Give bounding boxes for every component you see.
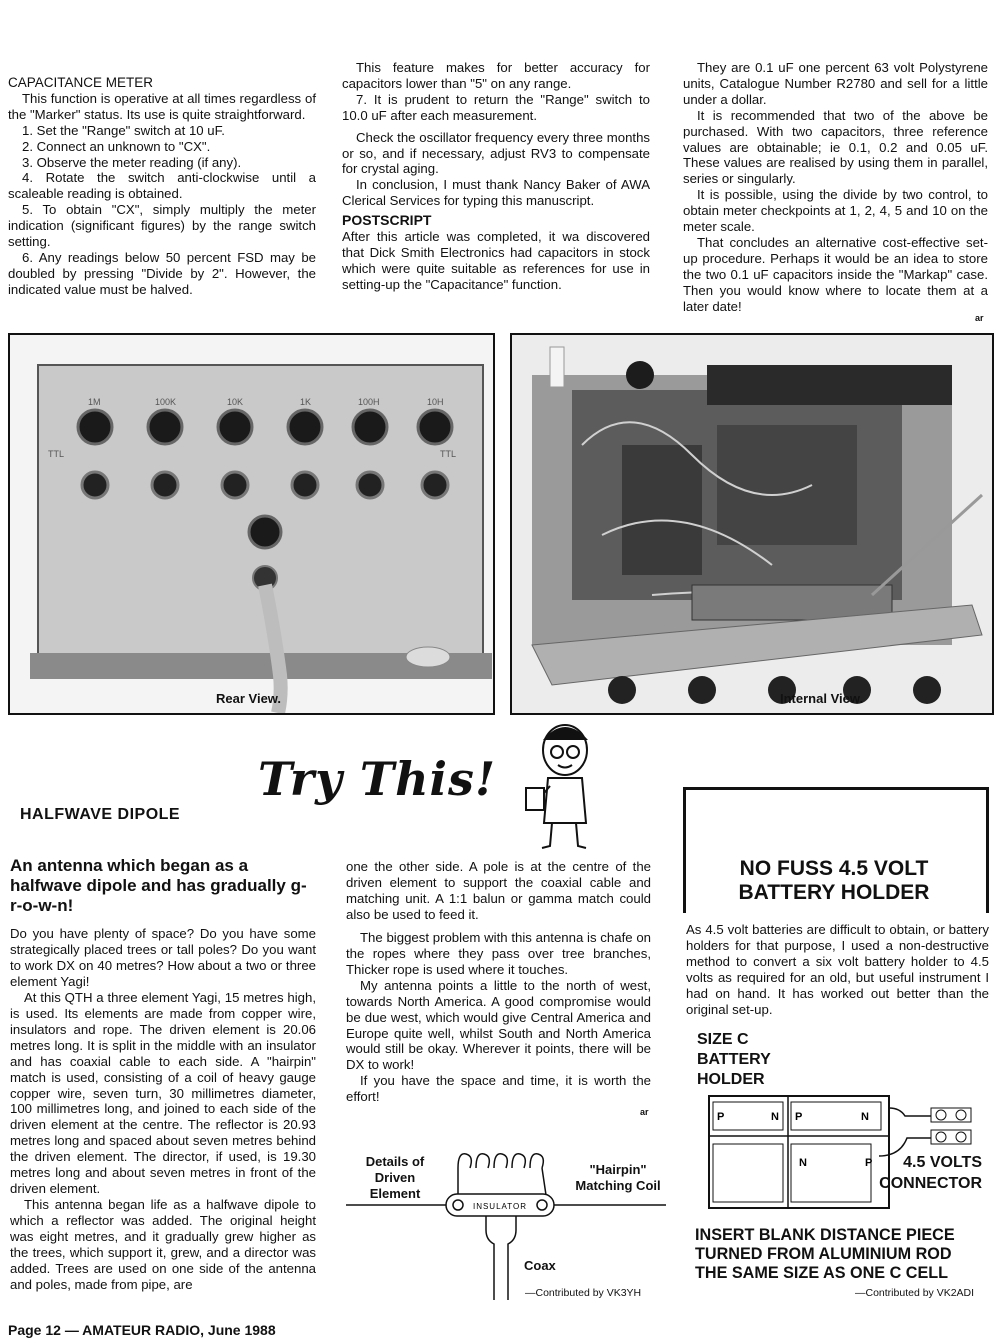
try-this-title: Try This! [258,752,497,806]
diagram-right-label: "Hairpin" Matching Coil [575,1162,661,1193]
end-mark: ar [975,313,984,323]
step-5: 5. To obtain "CX", simply multiply the meter indication (significant figures) by the range switch setting. [8,202,316,250]
halfwave-dipole-section: HALFWAVE DIPOLE [20,806,181,823]
battery-body: As 4.5 volt batteries are difficult to obtain, or battery holders for that purpose, I used a non-destructive method to convert a six volt battery holder to 4.5 volts as required for an old, but useful instrument I had on hand. It has worked out better than the original set-up. [686,922,989,1017]
recommendation-paragraph: It is recommended that two of the above be purchased. With two capacitors, three reference values are obtainable; ie 0.1, 0.2 and 0.05 uF. These values are realised by using them in parallel, series or singularly. [683,107,988,187]
dipole-paragraph-3: This antenna began life as a halfwave dipole to which a reflector was added. The original height was eight metres, and it gradually grew higher as the trees, which support it, grew, and a director was added. Trees are used on one side of the antenna and poles, made from pipe, are [10,1197,316,1292]
diagram-left-label: Details of Driven Element [365,1154,425,1201]
insulator-label: INSULATOR [472,1202,528,1211]
panel-label-100h: 100H [358,397,380,407]
cell-label-4: N [861,1111,869,1123]
dipole-paragraph-7: If you have the space and time, it is worth the effort! [346,1073,651,1105]
dipole-paragraph-2: At this QTH a three element Yagi, 15 metres high, is used. Its elements are made from copper wire, insulators and rope. The driven element is 20.06 metres long. It is split in the middle with an insulator and has coaxial cable to each side. A "hairpin" match is used, consisting of a coil of heavy gauge copper wire, seven turn, 30 millimetres diameter, 100 millimetres long, and joined to each side of the driven element at the centre. The reflector is 20.93 metres long and spaced about seven metres behind the driven element. The director, if used, is 19.30 metres long and about seven metres in front of the driven element. [10,989,316,1197]
battery-title: NO FUSS 4.5 VOLT BATTERY HOLDER [738,857,930,904]
driven-element-diagram [346,1140,666,1300]
capacitance-meter-heading: CAPACITANCE METER [8,75,154,90]
dipole-contributor: —Contributed by VK3YH [525,1287,642,1299]
panel-label-10k: 10K [227,397,244,407]
step-3: 3. Observe the meter reading (if any). [22,154,242,170]
dipole-paragraph-4: one the other side. A pole is at the centre of the driven element to support the coaxial cable and matching unit. A 1:1 balun or gamma match could also be used to feed it. [346,859,651,922]
dipole-paragraph-5: The biggest problem with this antenna is chafe on the ropes where they pass over tree branches, Thicker rope is used where it touches. [346,929,651,977]
dipole-paragraph-1: Do you have plenty of space? Do you have some strategically placed trees or tall poles? Do you want to work DX on 40 metres? How about a two or three element Yagi! [10,926,316,989]
dipole-column-2 [346,859,651,1105]
panel-label-1m: 1M [88,397,101,407]
step-6: 6. Any readings below 50 percent FSD may be doubled by pressing "Divide by 2". However, the indicated value must be halved. [8,249,316,297]
battery-holder-diagram [695,1086,995,1216]
internal-view-photo [510,333,994,715]
oscillator-paragraph: Check the oscillator frequency every three months or so, and if necessary, adjust RV3 to compensate for crystal aging. [342,129,650,177]
step-2: 2. Connect an unknown to "CX". [22,138,211,154]
postscript-heading: POSTSCRIPT [342,212,432,229]
capacitance-meter-column [8,75,316,298]
battery-contributor: —Contributed by VK2ADI [855,1287,975,1299]
connector-label: 4.5 VOLTS CONNECTOR [879,1154,982,1192]
dipole-column-1 [10,856,316,1293]
internal-view-image [512,335,992,713]
postscript-column [342,60,650,293]
cell-label-2: N [771,1111,779,1123]
capacitance-intro: This function is operative at all times regardless of the "Marker" status. Its use is quite straightforward. [8,90,316,122]
battery-body-column [686,922,989,1017]
diagram-coax-label: Coax [524,1258,556,1273]
cell-label-5: N [799,1157,807,1169]
step-1: 1. Set the "Range" switch at 10 uF. [22,122,225,138]
dipole-end-mark: ar [640,1107,649,1117]
cell-label-6: P [865,1157,873,1169]
panel-label-ttl-left: TTL [48,449,65,459]
step-7: 7. It is prudent to return the "Range" switch to 10.0 uF after each measurement. [342,91,650,123]
divide-paragraph: It is possible, using the divide by two control, to obtain meter checkpoints at 1, 2, 4, 5 and 10 on the meter scale. [683,187,988,235]
panel-label-100k: 100K [155,397,177,407]
panel-label-10h: 10H [427,397,444,407]
internal-view-caption: Internal View. [780,691,864,706]
rear-view-caption: Rear View. [216,691,282,706]
conclusion-paragraph: That concludes an alternative cost-effective set-up procedure. Perhaps it would be an idea to store the two 0.1 uF capacitors inside the "Markap" case. Then you would know where to locate them at a later date! [683,234,988,314]
battery-instruction: INSERT BLANK DISTANCE PIECE TURNED FROM ALUMINIUM ROD THE SAME SIZE AS ONE C CELL [695,1226,955,1282]
cell-label-1: P [717,1111,725,1123]
cartoon-professor-illustration [520,718,605,853]
dipole-headline: An antenna which began as a halfwave dipole and has gradually g-r-o-w-n! [10,856,307,915]
rear-view-photo [8,333,495,715]
cell-label-3: P [795,1111,803,1123]
capacitor-spec-paragraph: They are 0.1 uF one percent 63 volt Polystyrene units, Catalogue Number R2780 and sell for a little under a dollar. [683,60,988,107]
thanks-paragraph: In conclusion, I must thank Nancy Baker of AWA Clerical Services for typing this manuscript. [342,177,650,209]
panel-label-1k: 1K [300,397,312,407]
panel-label-ttl-right: TTL [440,449,457,459]
reference-capacitor-column [683,60,988,315]
page-footer: Page 12 — AMATEUR RADIO, June 1988 [8,1322,276,1338]
rear-view-image [10,335,493,713]
step-4: 4. Rotate the switch anti-clockwise until a scaleable reading is obtained. [8,170,316,202]
dipole-paragraph-6: My antenna points a little to the north of west, towards North America. A good compromise would be due west, which would give Central America and Europe quite well, whilst South and North America would still be okay. Wherever it points, there will be DX to work! [346,977,651,1073]
postscript-paragraph: After this article was completed, it wa discovered that Dick Smith Electronics had capacitors in stock which were quite suitable as references for use in setting-up the "Capacitance" function. [342,229,650,292]
accuracy-paragraph: This feature makes for better accuracy for capacitors lower than "5" on any range. [342,60,650,91]
battery-holder-label: SIZE C BATTERY HOLDER [697,1031,771,1088]
